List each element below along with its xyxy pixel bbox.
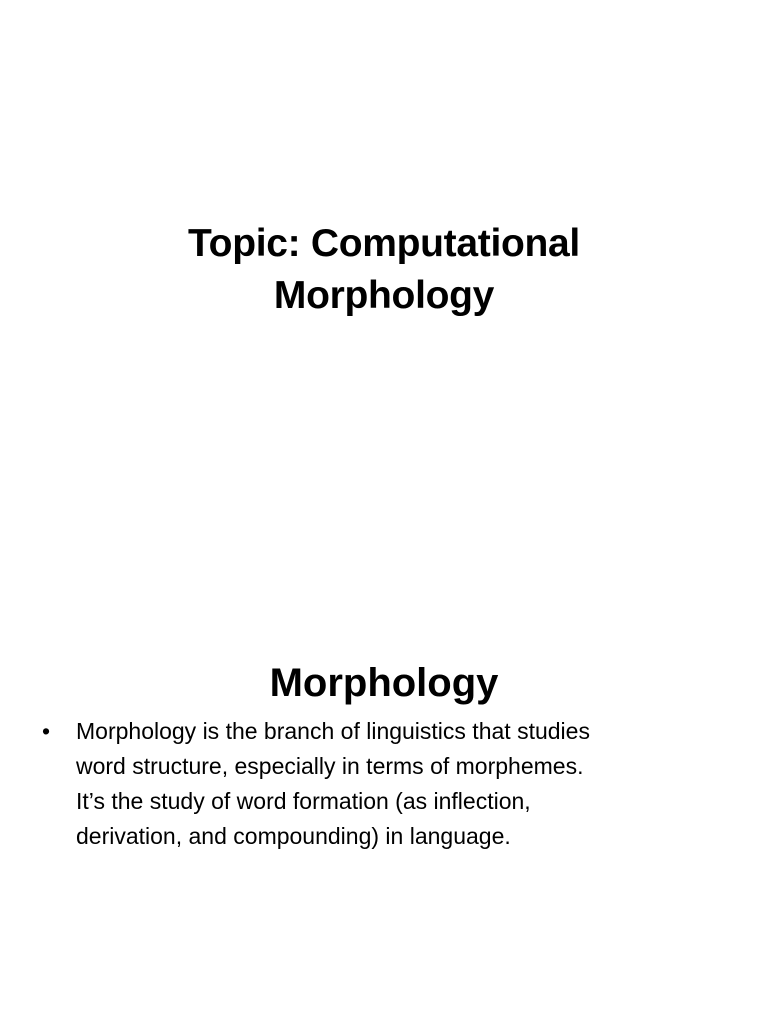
bullet-list bbox=[42, 714, 722, 854]
slide-2-title: Morphology bbox=[269, 661, 499, 706]
bullet-text-line: word structure, especially in terms of morphemes. bbox=[76, 753, 584, 779]
slide-1-title-line: Topic: Computational bbox=[188, 222, 580, 266]
slide-morphology bbox=[0, 576, 768, 1024]
bullet-marker: • bbox=[42, 718, 51, 744]
bullet-item bbox=[42, 714, 722, 854]
bullet-text-line: Morphology is the branch of linguistics that studies bbox=[76, 718, 590, 744]
slide-1-title-line: Morphology bbox=[273, 274, 495, 318]
bullet-text-line: It’s the study of word formation (as inflection, bbox=[76, 788, 531, 814]
slide-1-title bbox=[0, 218, 768, 322]
bullet-text-line: derivation, and compounding) in language. bbox=[76, 823, 511, 849]
